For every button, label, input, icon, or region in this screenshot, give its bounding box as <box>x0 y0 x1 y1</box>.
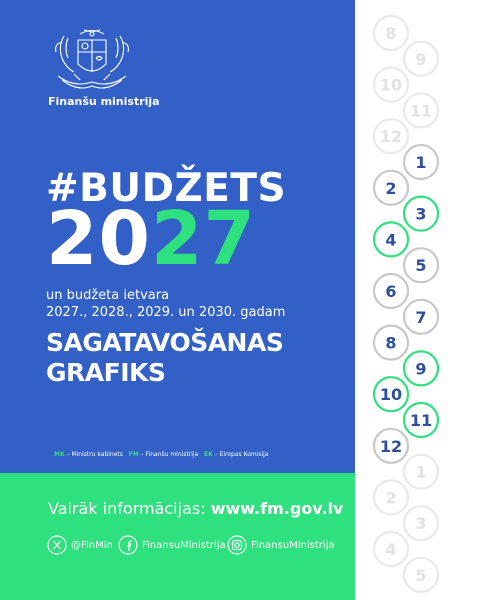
month-number: 10 <box>379 75 403 95</box>
month-number: 8 <box>385 333 397 353</box>
month-number: 9 <box>415 359 427 379</box>
social-facebook-handle: FinansuMinistrija <box>142 539 226 551</box>
month-number: 7 <box>415 307 427 327</box>
legend-text-fm: – Finanšu ministrija <box>138 451 199 458</box>
legend-key-fm: FM <box>128 451 139 458</box>
month-number: 6 <box>385 282 397 301</box>
month-number: 2 <box>385 488 397 508</box>
month-number: 11 <box>409 101 433 121</box>
month-item <box>404 455 438 489</box>
month-item <box>404 403 438 437</box>
month-item <box>374 326 408 360</box>
month-number: 12 <box>379 127 403 147</box>
month-item <box>404 248 438 282</box>
month-item <box>404 197 438 231</box>
month-item <box>404 351 438 385</box>
schedule-title-line-2: GRAFIKS <box>46 358 166 387</box>
month-item <box>374 274 408 308</box>
social-facebook[interactable] <box>118 534 226 556</box>
month-item <box>404 93 438 127</box>
schedule-title-line-1: SAGATAVOŠANAS <box>46 328 284 357</box>
social-instagram-handle: FinansuMinistrija <box>251 539 335 551</box>
month-item <box>374 119 408 153</box>
social-x-handle: @FinMin <box>71 539 113 551</box>
month-item <box>404 145 438 179</box>
month-number: 10 <box>379 385 403 405</box>
month-number: 5 <box>415 256 427 276</box>
year-part-green: 27 <box>150 196 256 282</box>
month-number: 2 <box>385 178 397 198</box>
month-number: 11 <box>409 411 433 430</box>
month-item <box>404 506 438 540</box>
month-item <box>374 480 408 514</box>
legend-text-mk: – Ministru kabinets <box>64 451 123 458</box>
legend-key-ek: EK <box>204 451 213 458</box>
month-number: 3 <box>415 204 427 224</box>
month-number: 12 <box>379 436 403 456</box>
social-x[interactable] <box>47 534 113 556</box>
ministry-name: Finanšu ministrija <box>48 95 160 108</box>
month-item <box>374 222 408 256</box>
website-link[interactable]: www.fm.gov.lv <box>210 499 344 518</box>
subtitle-line-1: un budžeta ietvara <box>46 288 170 303</box>
facebook-icon <box>118 535 138 555</box>
hashtag-title: #BUDŽETS <box>46 166 287 211</box>
year-title <box>46 196 256 282</box>
social-instagram[interactable] <box>227 534 335 556</box>
month-item <box>404 42 438 76</box>
month-number: 1 <box>415 153 427 172</box>
month-number: 9 <box>415 49 427 69</box>
legend-key-mk: MK <box>54 451 65 458</box>
month-number: 5 <box>415 565 427 585</box>
x-icon <box>47 535 67 555</box>
month-number: 4 <box>385 230 397 250</box>
month-item <box>374 532 408 566</box>
subtitle-line-2: 2027., 2028., 2029. un 2030. gadam <box>46 305 286 320</box>
instagram-icon <box>227 535 247 555</box>
month-item <box>374 171 408 205</box>
month-number: 4 <box>385 540 397 559</box>
month-number: 8 <box>385 24 397 43</box>
coat-of-arms-icon <box>44 28 140 94</box>
month-number: 3 <box>415 514 427 534</box>
month-timeline <box>355 0 480 600</box>
month-item <box>374 429 408 463</box>
month-item <box>374 68 408 102</box>
year-part-white: 20 <box>46 196 151 282</box>
month-item <box>374 377 408 411</box>
month-number: 1 <box>415 462 427 482</box>
abbreviation-legend <box>54 451 269 458</box>
legend-text-ek: – Eiropas Komisija <box>212 451 269 458</box>
month-item <box>404 558 438 592</box>
month-item <box>374 16 408 50</box>
more-info-label: Vairāk informācijas: <box>48 499 206 518</box>
more-info <box>48 499 343 518</box>
month-item <box>404 300 438 334</box>
